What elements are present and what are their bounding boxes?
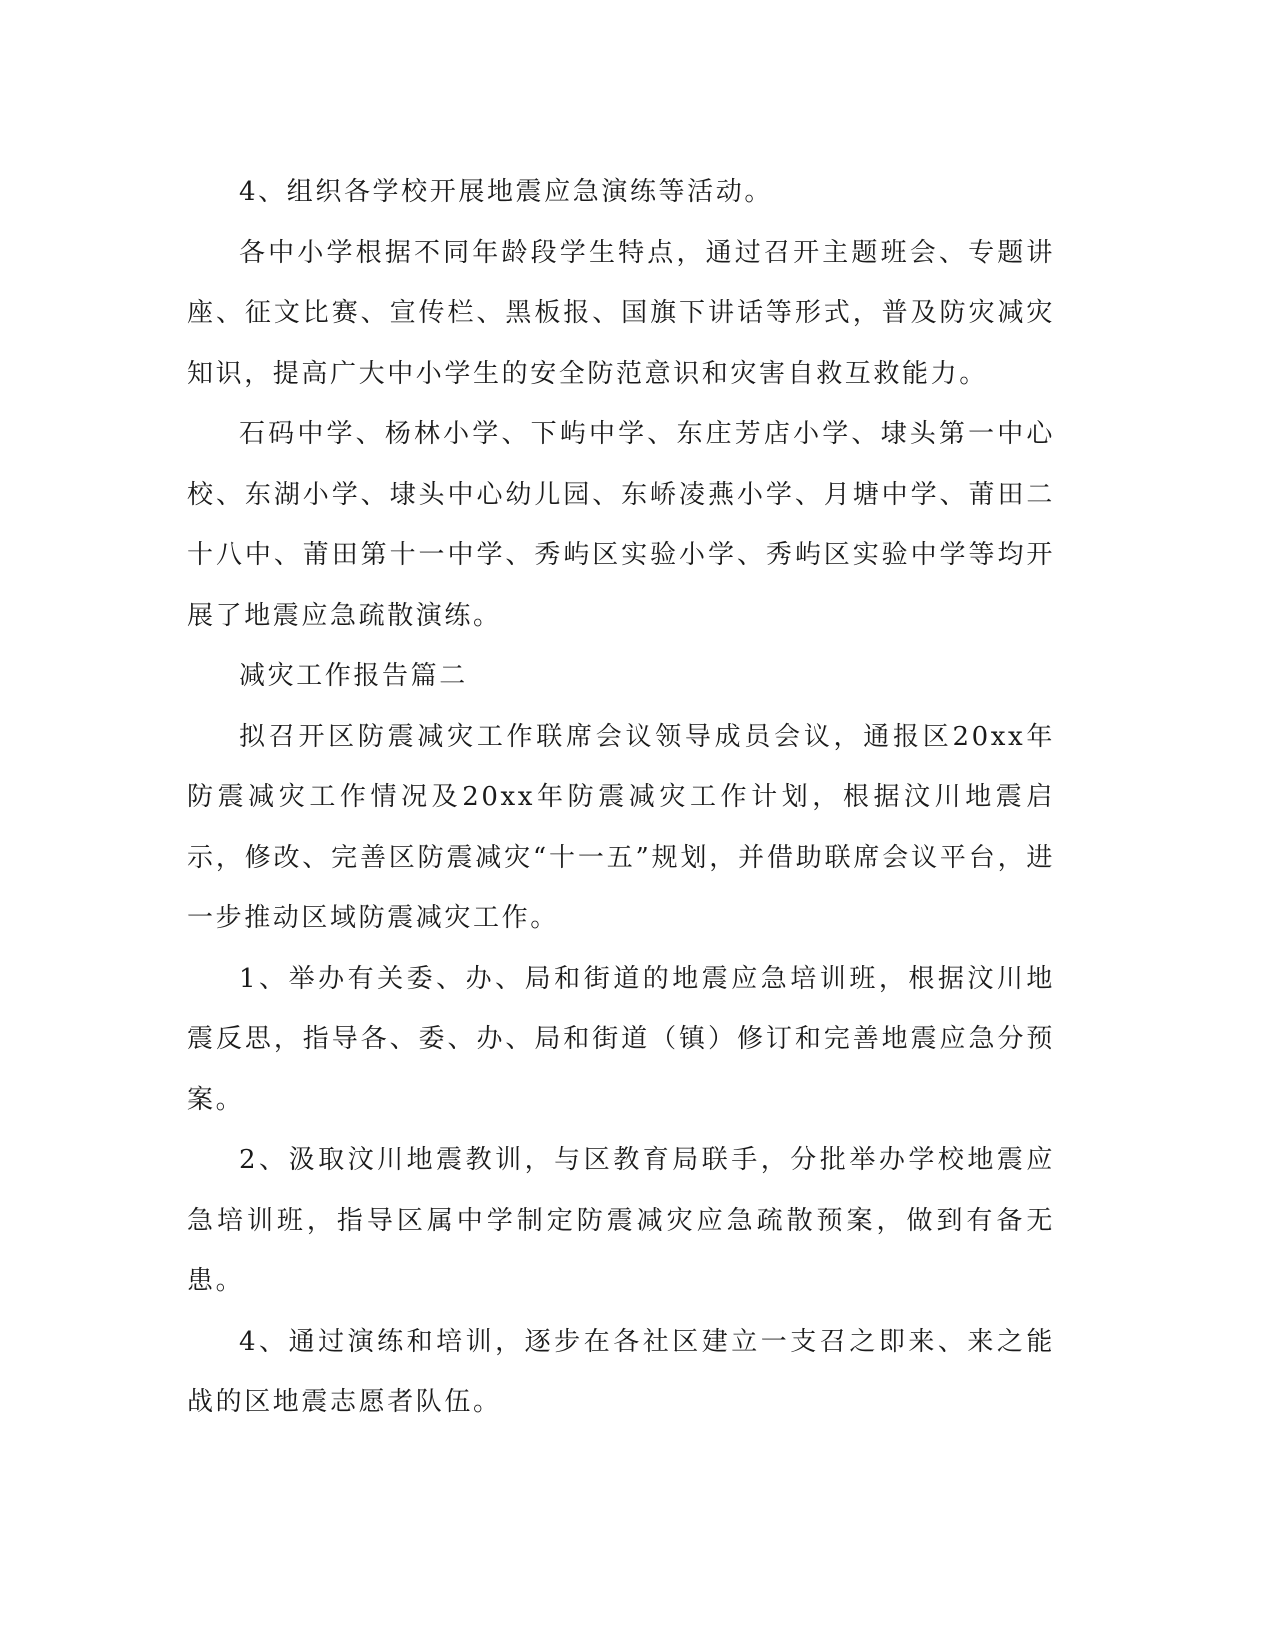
paragraph-item-1-training: 1、举办有关委、办、局和街道的地震应急培训班，根据汶川地震反思，指导各、委、办、局和街道（镇）修订和完善地震应急分预案。 [187,963,1055,1115]
paragraph-school-activities: 各中小学根据不同年龄段学生特点，通过召开主题班会、专题讲座、征文比赛、宣传栏、黑板报、国旗下讲话等形式，普及防灾减灾知识，提高广大中小学生的安全防范意识和灾害自救互救能力。 [187,237,1055,389]
section-heading: 减灾工作报告篇二 [239,661,468,691]
paragraph-item-4-drill: 4、组织各学校开展地震应急演练等活动。 [239,177,773,207]
document-body [187,162,1055,1433]
paragraph-joint-meeting: 拟召开区防震减灾工作联席会议领导成员会议，通报区20xx年防震减灾工作情况及20xx年防震减灾工作计划，根据汶川地震启示，修改、完善区防震减灾“十一五”规划，并借助联席会议平台，进一步推动区域防震减灾工作。 [187,721,1055,933]
paragraph-item-2-school-training: 2、汲取汶川地震教训，与区教育局联手，分批举办学校地震应急培训班，指导区属中学制定防震减灾应急疏散预案，做到有备无患。 [187,1145,1055,1296]
paragraph-item-4-volunteers: 4、通过演练和培训，逐步在各社区建立一支召之即来、来之能战的区地震志愿者队伍。 [187,1326,1055,1417]
paragraph-school-list: 石码中学、杨林小学、下屿中学、东庄芳店小学、埭头第一中心校、东湖小学、埭头中心幼儿园、东峤凌燕小学、月塘中学、莆田二十八中、莆田第十一中学、秀屿区实验小学、秀屿区实验中学等均开展了地震应急疏散演练。 [187,419,1055,631]
